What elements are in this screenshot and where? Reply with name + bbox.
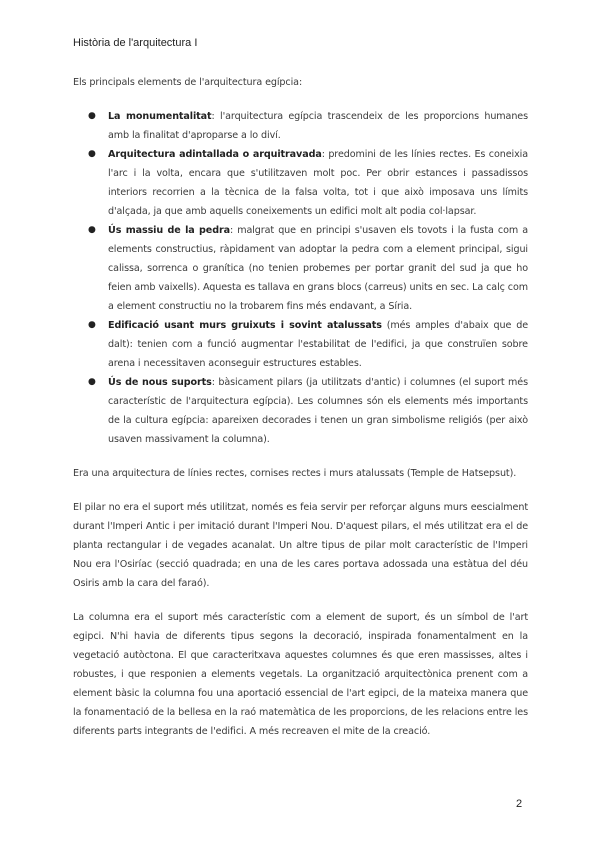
body-paragraph: La columna era el suport més característic com a element de suport, és un símbol de l'art egipci. N'hi havia de diferents tipus segons la decoració, inspirada fonamentalment en la vegetació autòctona. El que caracteritxava aquestes columnes és que eren massisses, altes i robustes, i que responien a elements vegetals. La organització arquitectònica prenent com a element bàsic la columna fou una aportació essencial de l'art egipci, de la mateixa manera que la fonamentació de la bellesa en la raó matemàtica de les proporcions, de les relacions entre les diferents parts integrants de l'edifici. A més recreaven el mite de la creació.: [73, 612, 528, 737]
page-header-title: Història de l'arquitectura I: [73, 37, 198, 49]
list-item: [73, 221, 528, 316]
bullet-text: : predomini de les línies rectes. Es coneixia l'arc i la volta, encara que s'utilitzaven molt poc. Per obrir estances i passadissos interiors recorrien a la tècnica de la falsa volta, tot i que això imposava uns límits d'alçada, ja que amb aquells coneixements un edifici molt alt podia col·lapsar.: [108, 149, 528, 217]
bullet-icon: ●: [88, 225, 96, 235]
bullet-text: (més amples d'abaix que de dalt): tenien com a funció augmentar l'estabilitat de l'edifici, ja que construïen sobre arena i necessitaven aconseguir estructures estables.: [108, 320, 528, 369]
intro-paragraph: Els principals elements de l'arquitectura egípcia:: [73, 77, 303, 88]
bullet-icon: ●: [88, 111, 96, 121]
bullet-term: La monumentalitat: [108, 111, 212, 122]
bullet-text: : malgrat que en principi s'usaven els tovots i la fusta com a elements constructius, ràpidament van adoptar la pedra com a element principal, sigui calissa, sorrenca o granítica (no tenien probemes per portar granit del sud ja que ho feien amb vaixells). Aquesta es tallava en grans blocs (carreus) units en sec. La calç com a element constructiu no la trobarem fins més endavant, a Síria.: [108, 225, 528, 312]
list-item: [73, 316, 528, 373]
list-item: [73, 145, 528, 221]
bullet-icon: ●: [88, 377, 96, 387]
document-body: [73, 73, 528, 756]
body-paragraph: Era una arquitectura de línies rectes, cornises rectes i murs atalussats (Temple de Hatsepsut).: [73, 468, 517, 479]
bullet-icon: ●: [88, 320, 96, 330]
bullet-term: Ús de nous suports: [108, 377, 212, 388]
page-number: 2: [516, 798, 523, 810]
elements-bullet-list: [73, 107, 528, 449]
bullet-icon: ●: [88, 149, 96, 159]
bullet-term: Ús massiu de la pedra: [108, 225, 230, 236]
list-item: [73, 107, 528, 145]
bullet-text: : l'arquitectura egípcia trascendeix de les proporcions humanes amb la finalitat d'aproparse a lo diví.: [108, 111, 529, 141]
bullet-term: Arquitectura adintallada o arquitravada: [108, 149, 322, 160]
bullet-term: Edificació usant murs gruixuts i sovint atalussats: [108, 320, 382, 331]
bullet-text: : bàsicament pilars (ja utilitzats d'antic) i columnes (el suport més característic de l'arquitectura egípcia). Les columnes són els elements més importants de la cultura egípcia: apareixen decorades i tenen un gran simbolisme religiós (per això usaven massivament la columna).: [108, 377, 528, 445]
body-paragraph: El pilar no era el suport més utilitzat, només es feia servir per reforçar alguns murs eescialment durant l'Imperi Antic i per imitació durant l'Imperi Nou. D'aquest pilars, el més utilitzat era el de planta rectangular i de vegades acanalat. Un altre tipus de pilar molt característic de l'Imperi Nou era l'Osiríac (secció quadrada; en una de les cares portava adossada una estàtua del déu Osiris amb la cara del faraó).: [73, 502, 528, 589]
list-item: [73, 373, 528, 449]
